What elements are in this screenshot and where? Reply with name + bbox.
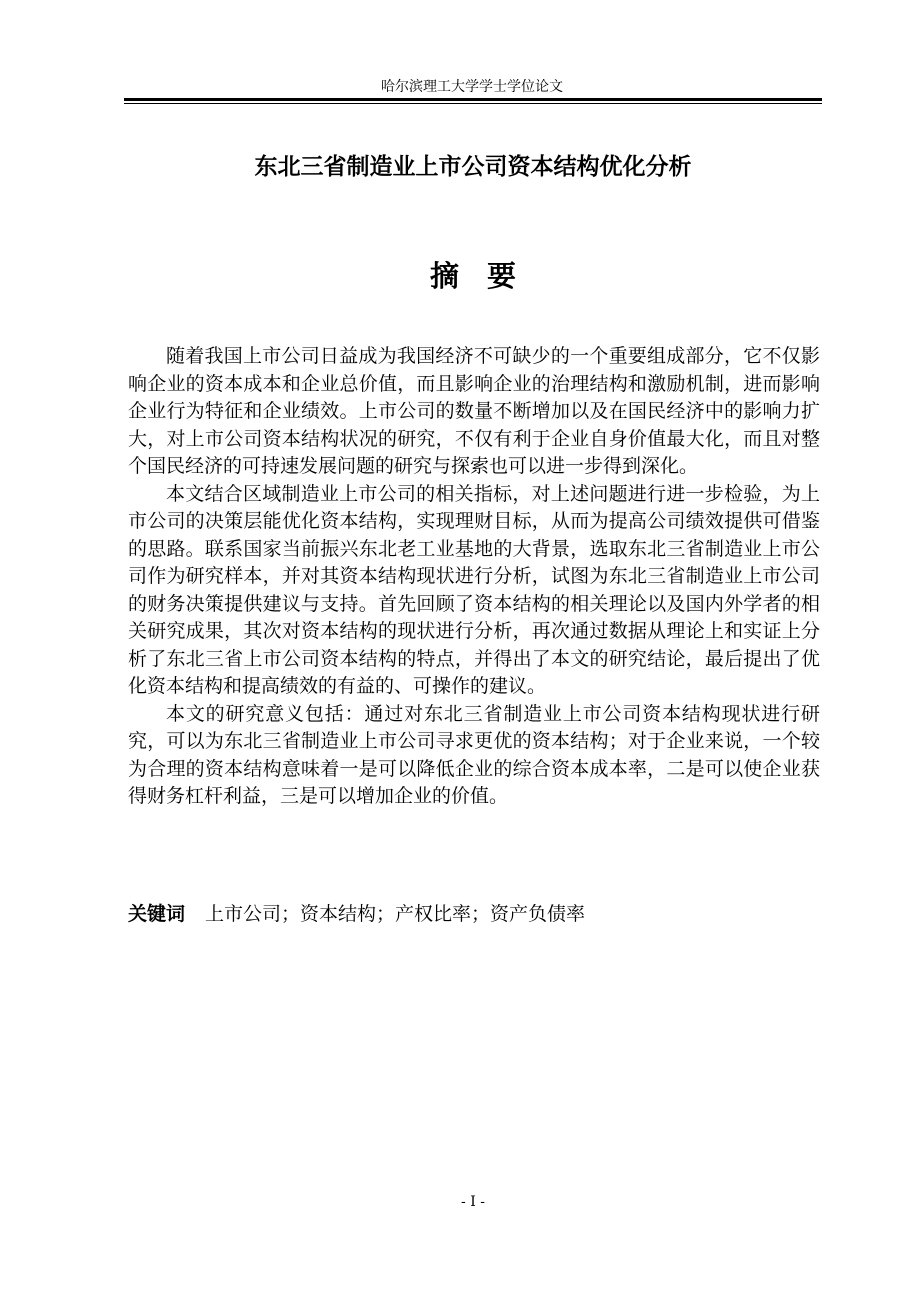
abstract-paragraph-2: 本文结合区域制造业上市公司的相关指标，对上述问题进行进一步检验，为上市公司的决策层能优化资本结构，实现理财目标，从而为提高公司绩效提供可借鉴的思路。联系国家当前振兴东北老工业基地的大背景，选取东北三省制造业上市公司作为研究样本，并对其资本结构现状进行分析，试图为东北三省制造业上市公司的财务决策提供建议与支持。首先回顾了资本结构的相关理论以及国内外学者的相关研究成果，其次对资本结构的现状进行分析，再次通过数据从理论上和实证上分析了东北三省上市公司资本结构的特点，并得出了本文的研究结论，最后提出了优化资本结构和提高绩效的有益的、可操作的建议。 [128,482,820,697]
document-title: 东北三省制造业上市公司资本结构优化分析 [254,154,692,180]
abstract-paragraph-3: 本文的研究意义包括：通过对东北三省制造业上市公司资本结构现状进行研究，可以为东北三省制造业上市公司寻求更优的资本结构；对于企业来说，一个较为合理的资本结构意味着一是可以降低企业的综合资本成本率，二是可以使企业获得财务杠杆利益，三是可以增加企业的价值。 [128,702,820,807]
header-rule-thick [124,98,822,101]
running-header: 哈尔滨理工大学学士学位论文 [381,79,563,95]
abstract-paragraph-1: 随着我国上市公司日益成为我国经济不可缺少的一个重要组成部分，它不仅影响企业的资本成本和企业总价值，而且影响企业的治理结构和激励机制，进而影响企业行为特征和企业绩效。上市公司的数量不断增加以及在国民经济中的影响力扩大，对上市公司资本结构状况的研究，不仅有利于企业自身价值最大化，而且对整个国民经济的可持速发展问题的研究与探索也可以进一步得到深化。 [128,345,820,477]
keywords-line [128,900,820,928]
abstract-body [128,343,820,811]
abstract-heading: 摘要 [429,259,544,293]
page-number: - I - [461,1194,485,1210]
keywords-list: 上市公司；资本结构；产权比率；资产负债率 [205,903,586,925]
keywords-label: 关键词 [128,903,186,925]
header-rule-thin [124,103,822,104]
